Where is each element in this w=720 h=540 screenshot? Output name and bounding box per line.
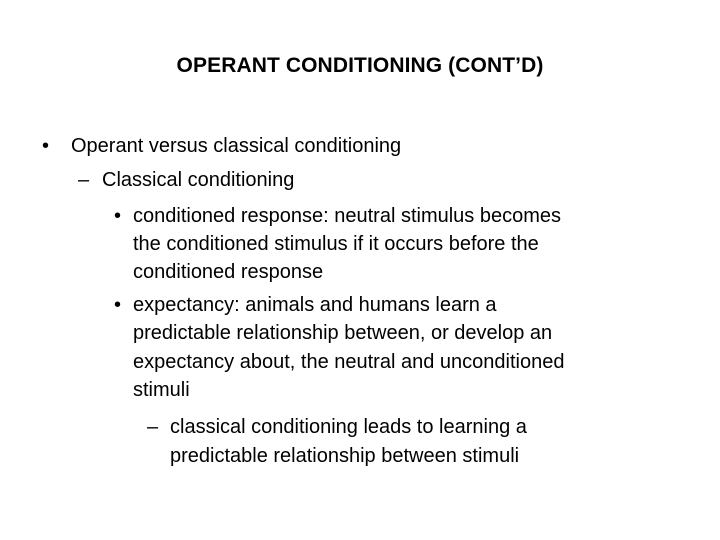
subheading-classical-conditioning: Classical conditioning xyxy=(102,169,295,191)
bullet-text-operant-vs-classical: Operant versus classical conditioning xyxy=(71,135,402,157)
bullet-marker: • xyxy=(114,294,122,316)
item-expectancy-line: expectancy about, the neutral and unconditioned xyxy=(133,351,565,373)
item-conditioned-response-line: the conditioned stimulus if it occurs before the xyxy=(133,233,539,255)
slide-title: OPERANT CONDITIONING (CONT’D) xyxy=(176,54,544,77)
item-expectancy-line: expectancy: animals and humans learn a xyxy=(133,294,497,316)
item-expectancy-line: predictable relationship between, or develop an xyxy=(133,322,553,344)
item-conditioned-response-line: conditioned response: neutral stimulus becomes xyxy=(133,205,562,227)
sub-item-classical-learning-line: predictable relationship between stimuli xyxy=(170,445,520,467)
item-conditioned-response-line: conditioned response xyxy=(133,261,324,283)
dash-marker: – xyxy=(147,416,159,438)
item-expectancy-line: stimuli xyxy=(133,379,190,401)
sub-item-classical-learning-line: classical conditioning leads to learning a xyxy=(170,416,527,438)
bullet-marker: • xyxy=(42,135,50,157)
dash-marker: – xyxy=(78,169,90,191)
bullet-marker: • xyxy=(114,205,122,227)
